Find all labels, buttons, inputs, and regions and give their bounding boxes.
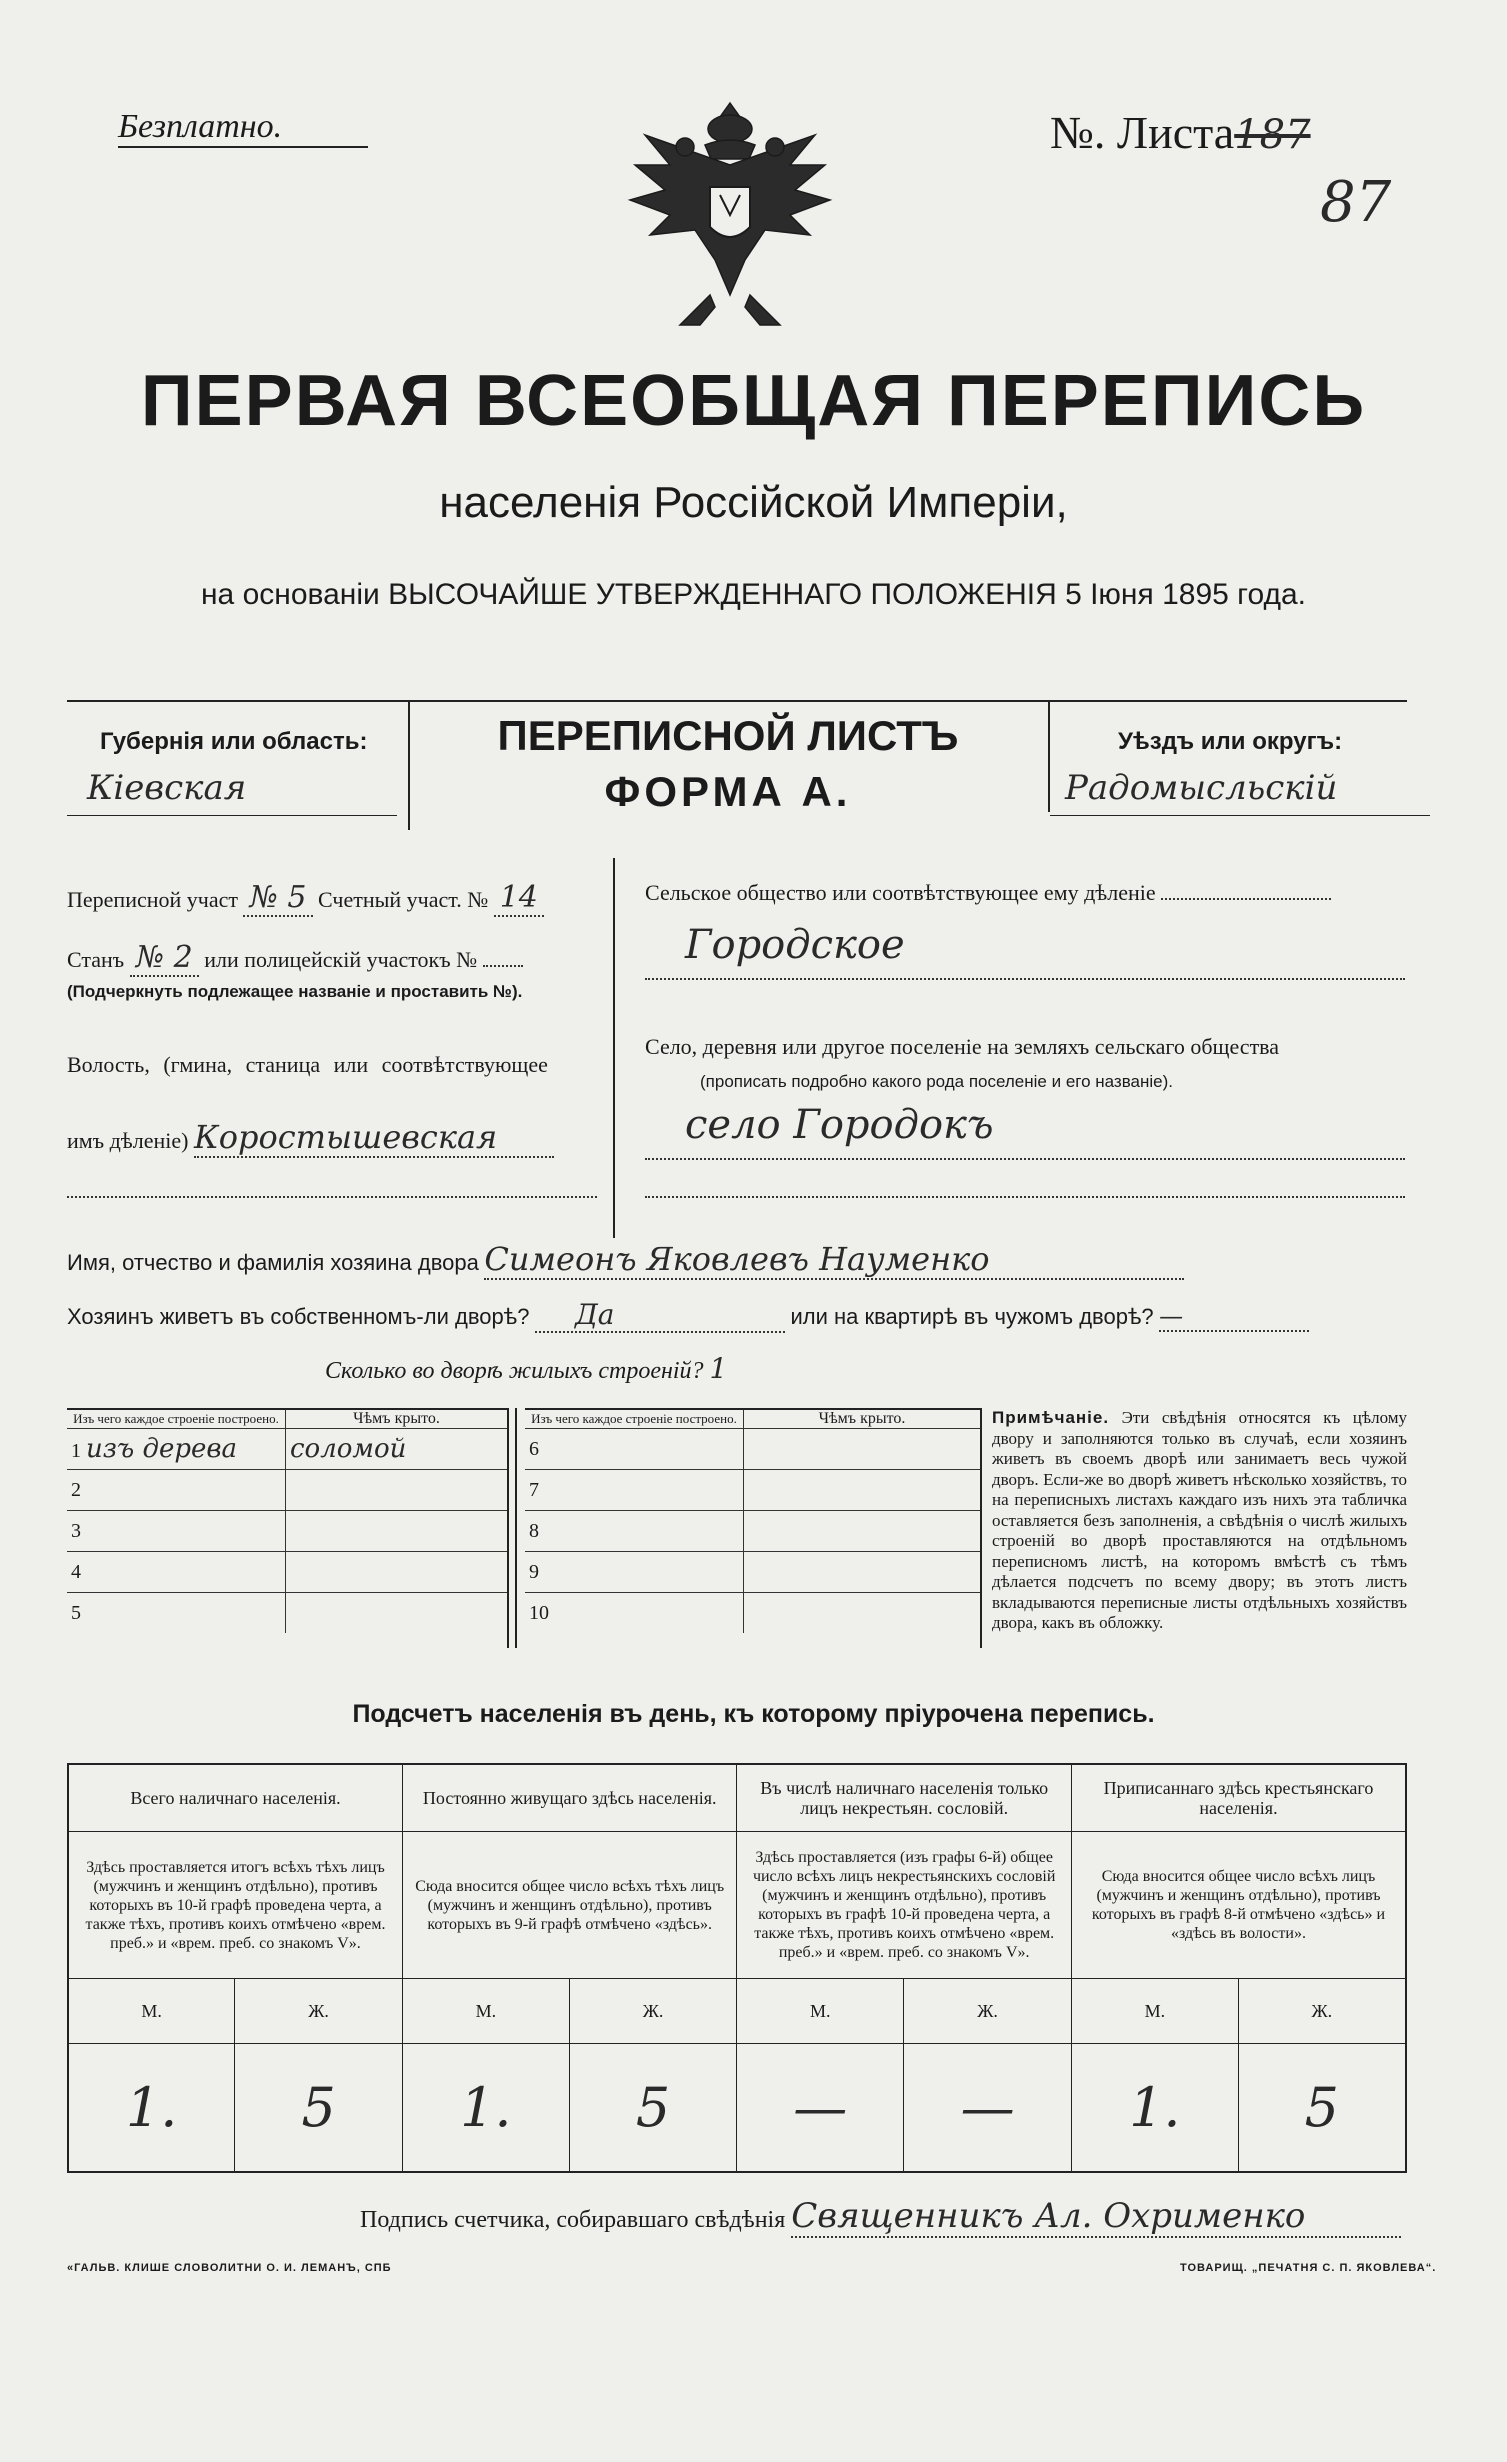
- table-row: [67, 1552, 507, 1593]
- table-row: [67, 1429, 507, 1470]
- district-value: № 5: [243, 880, 312, 917]
- village-note: (прописать подробно какого рода поселеніе и его названіе).: [700, 1072, 1174, 1091]
- printer-left: «ГАЛЬВ. КЛИШЕ СЛОВОЛИТНИ О. И. ЛЕМАНЪ, СПБ: [67, 2262, 392, 2274]
- rent-label: или на квартирѣ въ чужомъ дворѣ?: [790, 1304, 1154, 1329]
- table-row: [67, 1511, 507, 1552]
- male-header: М.: [68, 1979, 235, 2044]
- uezd-value: Радомысльскій: [1050, 768, 1430, 816]
- row-material: 5: [71, 1601, 81, 1624]
- buildings-count-value: 1: [709, 1352, 728, 1385]
- district-row: [67, 880, 544, 915]
- signature-row: [360, 2196, 1401, 2238]
- own-yard-value: Да: [535, 1298, 785, 1333]
- buildings-count-row: [325, 1352, 727, 1385]
- row-roof: соломой: [286, 1429, 508, 1470]
- police-label: или полицейскій участокъ №: [204, 947, 478, 972]
- volost-extra-line: [67, 1196, 597, 1198]
- row-roof: [744, 1429, 981, 1470]
- table-row: [67, 1593, 507, 1634]
- count-value: 14: [494, 880, 544, 917]
- row-material: 4: [67, 1552, 286, 1593]
- signature-value: Священникъ Ал. Охрименко: [791, 2196, 1401, 2238]
- roof-header: Чѣмъ крыто.: [744, 1409, 981, 1429]
- free-label: Безплатно.: [118, 108, 368, 148]
- district-label: Переписной участ: [67, 887, 238, 912]
- society-row: [645, 880, 1331, 906]
- table-row: [525, 1552, 980, 1593]
- female-header: Ж.: [1238, 1979, 1406, 2044]
- permanent-male-value: 1.: [402, 2044, 569, 2173]
- row-material: 1 изъ дерева: [67, 1429, 286, 1470]
- volost-value: Коростышевская: [194, 1118, 554, 1158]
- row-roof: [744, 1552, 981, 1593]
- village-value: село Городокъ: [645, 1102, 1405, 1160]
- sheet-number-label: №. Листа: [1050, 107, 1235, 158]
- stan-value: № 2: [130, 940, 199, 977]
- material-header: Изъ чего каждое строеніе построено.: [67, 1409, 286, 1429]
- male-header: М.: [737, 1979, 904, 2044]
- volost-row: [67, 1118, 554, 1158]
- form-title: ПЕРЕПИСНОЙ ЛИСТЪ: [497, 712, 959, 759]
- double-headed-eagle-emblem: [615, 95, 845, 335]
- volost-label-1: Волость, (гмина, станица или соотвѣтствующее: [67, 1052, 548, 1077]
- gubernia-value: Кіевская: [67, 768, 397, 816]
- table-row: [525, 1470, 980, 1511]
- buildings-count-label: Сколько во дворѣ жилыхъ строеній?: [325, 1358, 704, 1384]
- peasant-female-value: 5: [1238, 2044, 1406, 2173]
- row-material: 3: [67, 1511, 286, 1552]
- buildings-table-left: [67, 1408, 507, 1633]
- roof-header: Чѣмъ крыто.: [286, 1409, 508, 1429]
- row-material: 6: [525, 1429, 744, 1470]
- corner-number: 87: [1320, 170, 1392, 235]
- non-peasant-female-value: —: [904, 2044, 1072, 2173]
- page-title: ПЕРВАЯ ВСЕОБЩАЯ ПЕРЕПИСЬ: [140, 361, 1367, 441]
- table-row: [525, 1429, 980, 1470]
- rent-value: —: [1159, 1302, 1309, 1332]
- row-roof: [286, 1511, 508, 1552]
- underline-note: (Подчеркнуть подлежащее названіе и проставить №).: [67, 982, 523, 1001]
- row-material: 10: [529, 1601, 549, 1624]
- row-material: 8: [525, 1511, 744, 1552]
- own-yard-label: Хозяинъ живетъ въ собственномъ-ли дворѣ?: [67, 1304, 530, 1329]
- row-roof: [286, 1552, 508, 1593]
- female-header: Ж.: [569, 1979, 737, 2044]
- gubernia-label: Губернія или область:: [100, 728, 368, 755]
- stan-row: [67, 940, 523, 975]
- note-title: Примѣчаніе.: [992, 1408, 1110, 1427]
- stan-label: Станъ: [67, 947, 125, 972]
- population-title: Подсчетъ населенія въ день, къ которому пріурочена перепись.: [352, 1700, 1155, 1728]
- sex-header-row: [68, 1979, 1406, 2044]
- owner-name-value: Симеонъ Яковлевъ Науменко: [484, 1240, 1184, 1280]
- table-row: [67, 1470, 507, 1511]
- row-roof: [286, 1470, 508, 1511]
- description-non-peasant: Здѣсь проставляется (изъ графы 6-й) общее число всѣхъ лицъ некрестьянскихъ сословій (мужчинъ и женщинъ отдѣльно), противъ которыхъ въ графѣ 10-й проведена черта, а также тѣхъ, противъ коихъ отмѣчено «врем. преб.» и «врем. преб. со знакомъ V».: [737, 1832, 1072, 1979]
- population-description-row: [68, 1832, 1406, 1979]
- uezd-label: Уѣздъ или округъ:: [1118, 728, 1343, 755]
- row-roof: [744, 1511, 981, 1552]
- table-row: [525, 1511, 980, 1552]
- sheet-number-value: 187: [1234, 112, 1311, 158]
- signature-label: Подпись счетчика, собиравшаго свѣдѣнія: [360, 2207, 786, 2233]
- table-divider-1: [507, 1408, 509, 1648]
- total-female-value: 5: [235, 2044, 403, 2173]
- legal-basis: на основаніи ВЫСОЧАЙШЕ УТВЕРЖДЕННАГО ПОЛОЖЕНІЯ 5 Іюня 1895 года.: [200, 578, 1306, 611]
- society-label: Сельское общество или соотвѣтствующее ему дѣленіе: [645, 880, 1156, 905]
- table-divider-2: [515, 1408, 517, 1648]
- header-total: Всего наличнаго населенія.: [68, 1764, 402, 1832]
- row-material: 7: [525, 1470, 744, 1511]
- village-extra-line: [645, 1196, 1405, 1198]
- owner-residence-row: [67, 1298, 1309, 1333]
- table-row: [525, 1593, 980, 1634]
- female-header: Ж.: [904, 1979, 1072, 2044]
- note-block: [992, 1408, 1407, 1634]
- note-text: Эти свѣдѣнія относятся къ цѣлому двору и заполняются только въ случаѣ, если хозяинъ живетъ въ своемъ дворѣ или занимаетъ весь чужой дворъ. Если-же во дворѣ живетъ нѣсколько хозяйствъ, то на переписныхъ листахъ каждаго изъ нихъ эта табличка оставляется безъ заполненія, а свѣдѣнія о числѣ жилыхъ строеній во дворѣ проставляются на отдѣльномъ переписномъ листѣ, на которомъ вмѣстѣ съ тѣмъ дѣлается подсчетъ по всему двору; въ этотъ листъ вкладываются переписные листы отдѣльныхъ хозяйствъ двора, какъ въ обложку.: [992, 1408, 1408, 1632]
- form-header-rule: [67, 700, 1407, 702]
- description-permanent: Сюда вносится общее число всѣхъ тѣхъ лицъ (мужчинъ и женщинъ отдѣльно), противъ которыхъ въ 9-й графѣ отмѣчено «здѣсь».: [402, 1832, 736, 1979]
- population-table: [67, 1763, 1407, 2173]
- form-name: ФОРМА А.: [604, 768, 852, 815]
- population-header-row: [68, 1764, 1406, 1832]
- description-total: Здѣсь проставляется итогъ всѣхъ тѣхъ лицъ (мужчинъ и женщинъ отдѣльно), противъ которыхъ въ 10-й графѣ проведена черта, а также тѣхъ, противъ коихъ отмѣчено «врем. преб.» и «врем. преб. со знакомъ V».: [68, 1832, 402, 1979]
- table-header-row: [67, 1409, 507, 1429]
- row-material: 2: [67, 1470, 286, 1511]
- female-header: Ж.: [235, 1979, 403, 2044]
- row-material: 9: [525, 1552, 744, 1593]
- row-roof: [286, 1593, 508, 1634]
- owner-name-label: Имя, отчество и фамилія хозяина двора: [67, 1250, 479, 1275]
- header-peasant: Приписаннаго здѣсь крестьянскаго населенія.: [1071, 1764, 1406, 1832]
- owner-name-row: [67, 1240, 1184, 1280]
- sheet-number: [1050, 106, 1311, 159]
- header-permanent: Постоянно живущаго здѣсь населенія.: [402, 1764, 736, 1832]
- male-header: М.: [1071, 1979, 1238, 2044]
- society-label-line: [1161, 898, 1331, 900]
- table-header-row: [525, 1409, 980, 1429]
- volost-label-2: имъ дѣленіе): [67, 1128, 189, 1153]
- population-values-row: [68, 2044, 1406, 2173]
- male-header: М.: [402, 1979, 569, 2044]
- peasant-male-value: 1.: [1071, 2044, 1238, 2173]
- buildings-table-right: [525, 1408, 980, 1633]
- police-value: [483, 965, 523, 967]
- row-roof: [744, 1470, 981, 1511]
- material-header: Изъ чего каждое строеніе построено.: [525, 1409, 744, 1429]
- column-divider: [613, 858, 615, 1238]
- total-male-value: 1.: [68, 2044, 235, 2173]
- description-peasant: Сюда вносится общее число всѣхъ лицъ (мужчинъ и женщинъ отдѣльно), противъ которыхъ въ графѣ 8-й отмѣчено «здѣсь» и «здѣсь въ волости».: [1071, 1832, 1406, 1979]
- non-peasant-male-value: —: [737, 2044, 904, 2173]
- village-label: Село, деревня или другое поселеніе на земляхъ сельскаго общества: [645, 1034, 1280, 1059]
- printer-right: ТОВАРИЩ. „ПЕЧАТНЯ С. П. ЯКОВЛЕВА“.: [1180, 2262, 1437, 2274]
- count-label: Счетный участ. №: [318, 887, 489, 912]
- row-roof: [744, 1593, 981, 1634]
- table-right-edge: [980, 1408, 982, 1648]
- permanent-female-value: 5: [569, 2044, 737, 2173]
- header-non-peasant: Въ числѣ наличнаго населенія только лицъ некрестьян. сословій.: [737, 1764, 1072, 1832]
- page-subtitle: населенія Россійской Имперіи,: [439, 478, 1068, 527]
- society-value: Городское: [645, 922, 1405, 980]
